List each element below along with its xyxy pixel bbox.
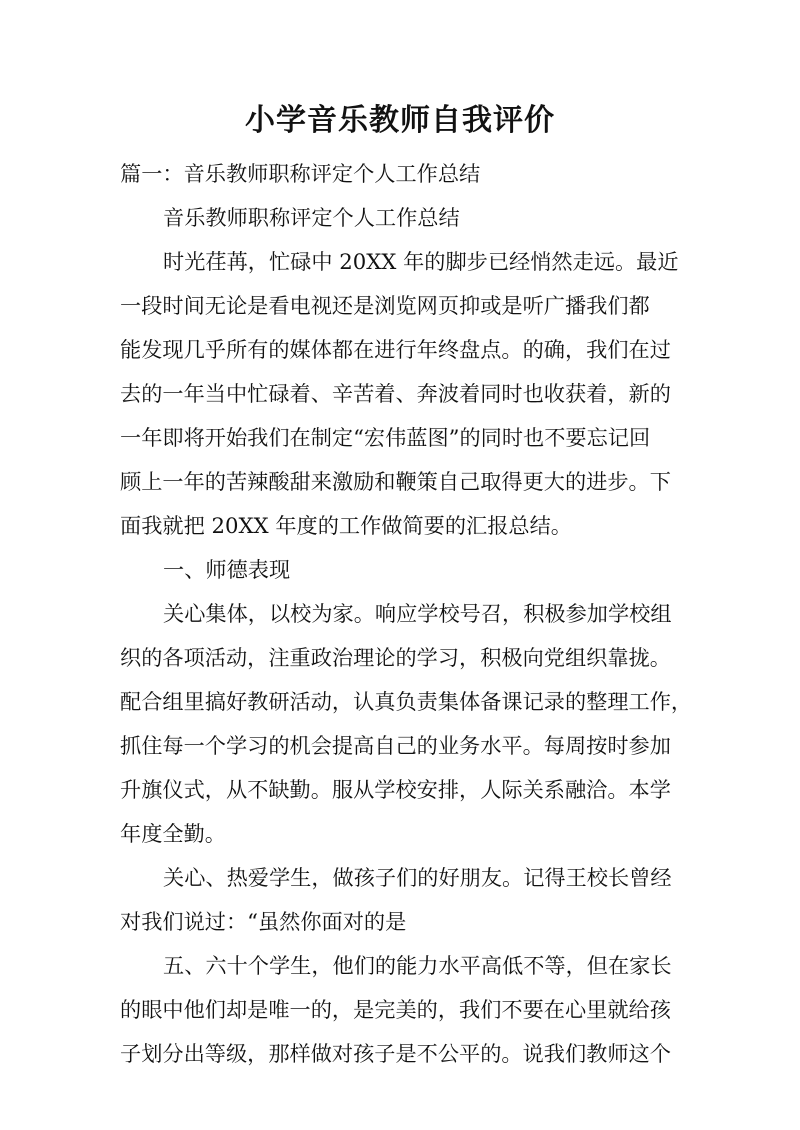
paragraph-line: 能发现几乎所有的媒体都在进行年终盘点。的确，我们在过 (120, 337, 671, 362)
paragraph-line: 升旗仪式，从不缺勤。服从学校安排，人际关系融洽。本学 (120, 777, 671, 802)
paragraph-line: 关心集体，以校为家。响应学校号召，积极参加学校组 (163, 601, 672, 626)
section-heading: 一、师德表现 (163, 557, 291, 582)
paragraph-line: 的眼中他们却是唯一的，是完美的，我们不要在心里就给孩 (120, 997, 671, 1022)
paragraph-line: 去的一年当中忙碌着、辛苦着、奔波着同时也收获着，新的 (120, 381, 671, 406)
paragraph-line: 五、六十个学生，他们的能力水平高低不等，但在家长 (163, 953, 672, 978)
subtitle: 音乐教师职称评定个人工作总结 (163, 205, 460, 230)
paragraph-line: 一年即将开始我们在制定“宏伟蓝图”的同时也不要忘记回 (120, 425, 651, 450)
paragraph-line: 子划分出等级，那样做对孩子是不公平的。说我们教师这个 (120, 1041, 671, 1066)
paragraph-line: 关心、热爱学生，做孩子们的好朋友。记得王校长曾经 (163, 865, 672, 890)
paragraph-line: 时光荏苒，忙碌中 20XX 年的脚步已经悄然走远。最近 (163, 249, 679, 274)
section-heading: 篇一：音乐教师职称评定个人工作总结 (120, 161, 481, 186)
document-title: 小学音乐教师自我评价 (245, 103, 555, 138)
paragraph-line: 一段时间无论是看电视还是浏览网页抑或是听广播我们都 (120, 293, 650, 318)
paragraph-line: 顾上一年的苦辣酸甜来激励和鞭策自己取得更大的进步。下 (120, 469, 671, 494)
paragraph-line: 对我们说过：“虽然你面对的是 (120, 909, 407, 934)
paragraph-line: 织的各项活动，注重政治理论的学习，积极向党组织靠拢。 (120, 645, 671, 670)
paragraph-line: 配合组里搞好教研活动，认真负责集体备课记录的整理工作， (120, 689, 693, 714)
paragraph-line: 年度全勤。 (120, 821, 226, 846)
paragraph-line: 抓住每一个学习的机会提高自己的业务水平。每周按时参加 (120, 733, 671, 758)
paragraph-line: 面我就把 20XX 年度的工作做简要的汇报总结。 (120, 513, 572, 538)
